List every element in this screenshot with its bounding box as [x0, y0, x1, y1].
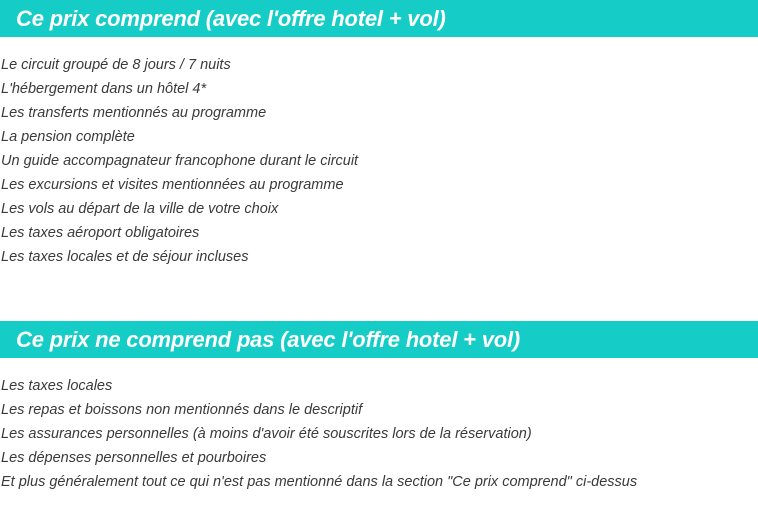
included-item: Les vols au départ de la ville de votre choix — [1, 201, 279, 217]
excluded-section-header — [0, 321, 758, 358]
included-item: La pension complète — [1, 129, 135, 145]
included-section-title: Ce prix comprend (avec l'offre hotel + vol) — [16, 5, 446, 31]
included-item: L'hébergement dans un hôtel 4* — [1, 81, 207, 97]
included-item: Les transferts mentionnés au programme — [1, 105, 267, 121]
excluded-item: Les taxes locales — [1, 378, 113, 394]
included-item: Les taxes locales et de séjour incluses — [1, 249, 249, 265]
included-item: Le circuit groupé de 8 jours / 7 nuits — [1, 57, 231, 73]
excluded-item: Les dépenses personnelles et pourboires — [1, 450, 267, 466]
included-item: Les taxes aéroport obligatoires — [1, 225, 200, 241]
excluded-item: Les assurances personnelles (à moins d'avoir été souscrites lors de la réservation) — [1, 426, 532, 442]
excluded-section-title: Ce prix ne comprend pas (avec l'offre hotel + vol) — [16, 326, 521, 352]
included-item: Les excursions et visites mentionnées au programme — [1, 177, 344, 193]
excluded-item: Les repas et boissons non mentionnés dans le descriptif — [1, 402, 363, 418]
included-section-header — [0, 0, 758, 37]
excluded-item: Et plus généralement tout ce qui n'est pas mentionné dans la section "Ce prix comprend" ci-dessus — [1, 474, 638, 490]
excluded-list — [0, 374, 758, 494]
included-list — [0, 53, 758, 269]
included-item: Un guide accompagnateur francophone durant le circuit — [1, 153, 359, 169]
